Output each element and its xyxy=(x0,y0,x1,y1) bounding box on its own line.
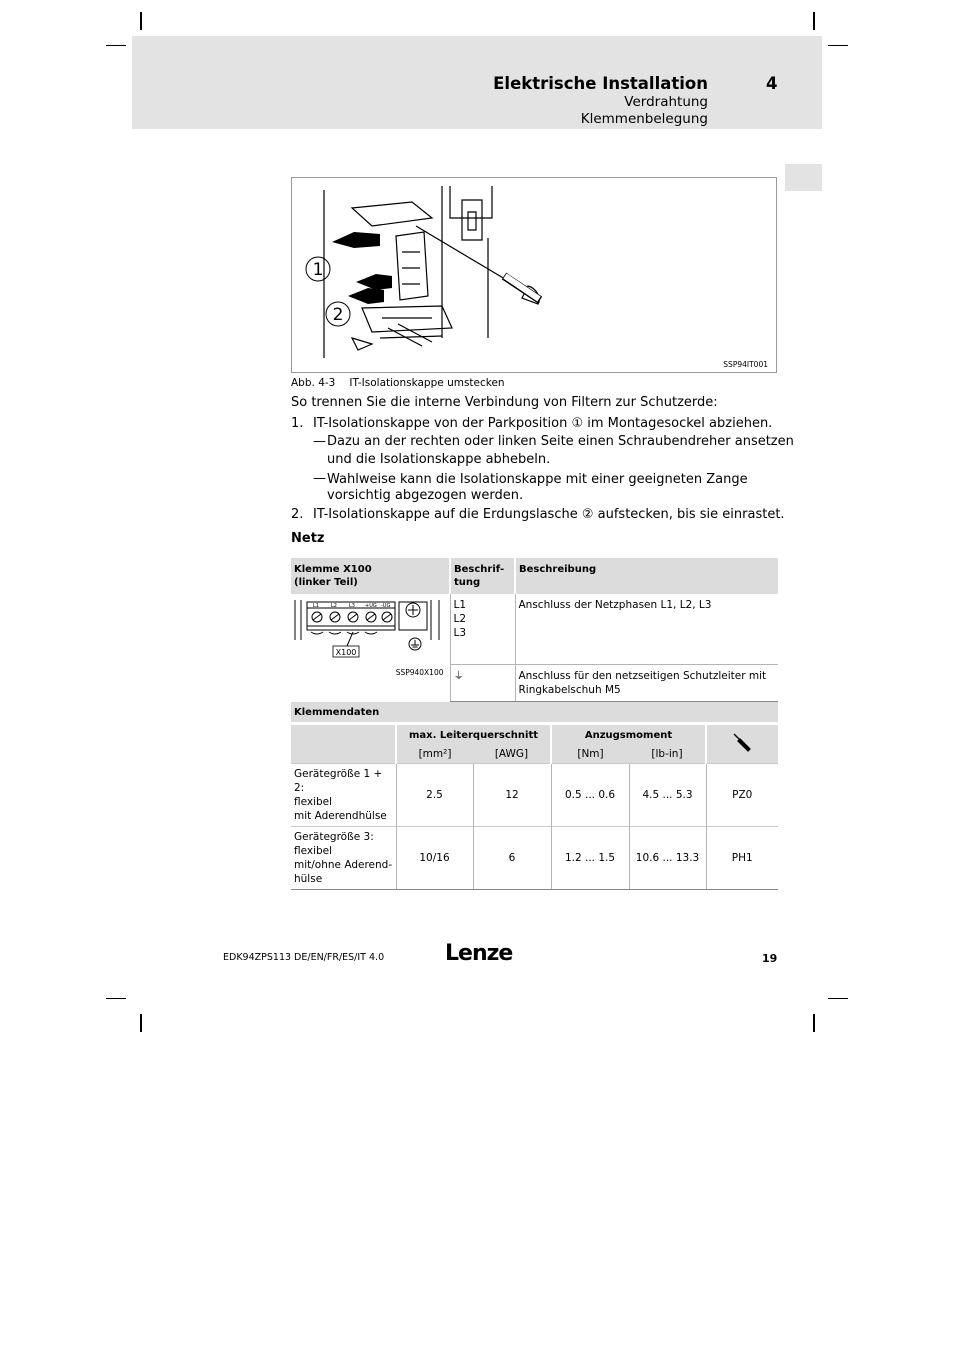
cell-tool: PH1 xyxy=(706,827,778,890)
crop-mark xyxy=(106,45,126,46)
cell-mm2: 10/16 xyxy=(396,827,473,890)
crop-mark xyxy=(813,12,815,30)
cell-nm: 0.5 ... 0.6 xyxy=(551,764,629,827)
table-title: Klemmendaten xyxy=(291,702,778,724)
screwdriver-icon xyxy=(732,732,754,754)
terminal-label: -UG xyxy=(381,603,391,609)
col-header-beschriftung: Beschrif- tung xyxy=(450,558,515,594)
bullet-text: Dazu an der rechten oder linken Seite einen Schraubendreher ansetzen xyxy=(327,434,794,449)
terminal-x100-diagram xyxy=(291,596,447,658)
caption-text: IT-Isolationskappe umstecken xyxy=(349,377,505,389)
terminal-label: L1 xyxy=(313,603,319,609)
it-cap-illustration xyxy=(292,178,776,372)
diagram-code: SSP940X100 xyxy=(395,668,444,677)
callout-1: 1 xyxy=(312,260,324,280)
lenze-logo: Lenze xyxy=(445,941,513,966)
phase-label: L3 xyxy=(453,627,467,639)
crop-mark xyxy=(140,12,142,30)
ground-symbol-cell xyxy=(450,665,515,702)
unit-header: [mm²] xyxy=(396,745,473,764)
crop-mark xyxy=(106,998,126,999)
bullet-dash: — xyxy=(313,434,326,449)
step-number: 1. xyxy=(291,416,304,431)
col-header-beschreibung: Beschreibung xyxy=(515,558,778,594)
description-cell: Anschluss für den netzseitigen Schutzleiter mit Ringkabelschuh M5 xyxy=(515,665,778,702)
page-number: 19 xyxy=(762,952,778,965)
bullet-text: Wahlweise kann die Isolationskappe mit einer geeigneten Zange xyxy=(327,472,748,487)
klemmendaten-table xyxy=(291,702,778,890)
chapter-number: 4 xyxy=(766,74,778,93)
chapter-tab xyxy=(785,164,822,191)
document-code: EDK94ZPS113 DE/EN/FR/ES/IT 4.0 xyxy=(223,952,385,963)
crop-mark xyxy=(828,998,848,999)
terminal-label: +UG xyxy=(365,603,377,609)
step-number: 2. xyxy=(291,507,304,522)
section-subtitle: Verdrahtung xyxy=(624,94,708,110)
group-header: max. Leiterquerschnitt xyxy=(396,724,551,746)
crop-mark xyxy=(813,1014,815,1032)
figure-caption xyxy=(291,377,505,389)
phase-label: L2 xyxy=(453,613,467,625)
crop-mark xyxy=(140,1014,142,1032)
netz-table xyxy=(291,558,778,702)
unit-header: [AWG] xyxy=(473,745,551,764)
ground-icon: ⏚ xyxy=(453,670,464,682)
terminal-tag: X100 xyxy=(335,648,357,657)
callout-2: 2 xyxy=(332,305,344,325)
tool-header xyxy=(706,724,778,764)
terminal-label: L3 xyxy=(349,603,355,609)
figure-box xyxy=(291,177,777,373)
cell-tool: PZ0 xyxy=(706,764,778,827)
row-label: Gerätegröße 3: flexibel mit/ohne Aderend- hülse xyxy=(291,827,396,890)
intro-text: So trennen Sie die interne Verbindung von Filtern zur Schutzerde: xyxy=(291,395,718,410)
cell-mm2: 2.5 xyxy=(396,764,473,827)
header-band xyxy=(132,36,822,129)
terminal-label: L2 xyxy=(331,603,337,609)
cell-nm: 1.2 ... 1.5 xyxy=(551,827,629,890)
unit-header: [lb-in] xyxy=(629,745,706,764)
bullet-text: vorsichtig abgezogen werden. xyxy=(327,488,524,503)
terminal-diagram-cell xyxy=(291,594,450,702)
cell-awg: 12 xyxy=(473,764,551,827)
step-text: IT-Isolationskappe von der Parkposition ① im Montagesockel abziehen. xyxy=(313,416,773,431)
description-cell: Anschluss der Netzphasen L1, L2, L3 xyxy=(515,594,778,665)
unit-header: [Nm] xyxy=(551,745,629,764)
row-label: Gerätegröße 1 + 2: flexibel mit Aderendhülse xyxy=(291,764,396,827)
bullet-text: und die Isolationskappe abhebeln. xyxy=(327,452,551,467)
cell-lbin: 4.5 ... 5.3 xyxy=(629,764,706,827)
cell-lbin: 10.6 ... 13.3 xyxy=(629,827,706,890)
bullet-dash: — xyxy=(313,471,326,486)
chapter-title: Elektrische Installation xyxy=(493,74,708,93)
caption-number: Abb. 4-3 xyxy=(291,377,336,389)
blank-header xyxy=(291,724,396,764)
crop-mark xyxy=(828,45,848,46)
figure-code: SSP94IT001 xyxy=(723,360,768,369)
col-header-klemme: Klemme X100 (linker Teil) xyxy=(291,558,450,594)
group-header: Anzugsmoment xyxy=(551,724,706,746)
phase-label: L1 xyxy=(453,599,467,611)
labels-cell xyxy=(450,594,515,665)
section-heading: Netz xyxy=(291,531,325,546)
step-text: IT-Isolationskappe auf die Erdungslasche ② aufstecken, bis sie einrastet. xyxy=(313,507,785,522)
cell-awg: 6 xyxy=(473,827,551,890)
section-subtitle: Klemmenbelegung xyxy=(580,111,708,127)
